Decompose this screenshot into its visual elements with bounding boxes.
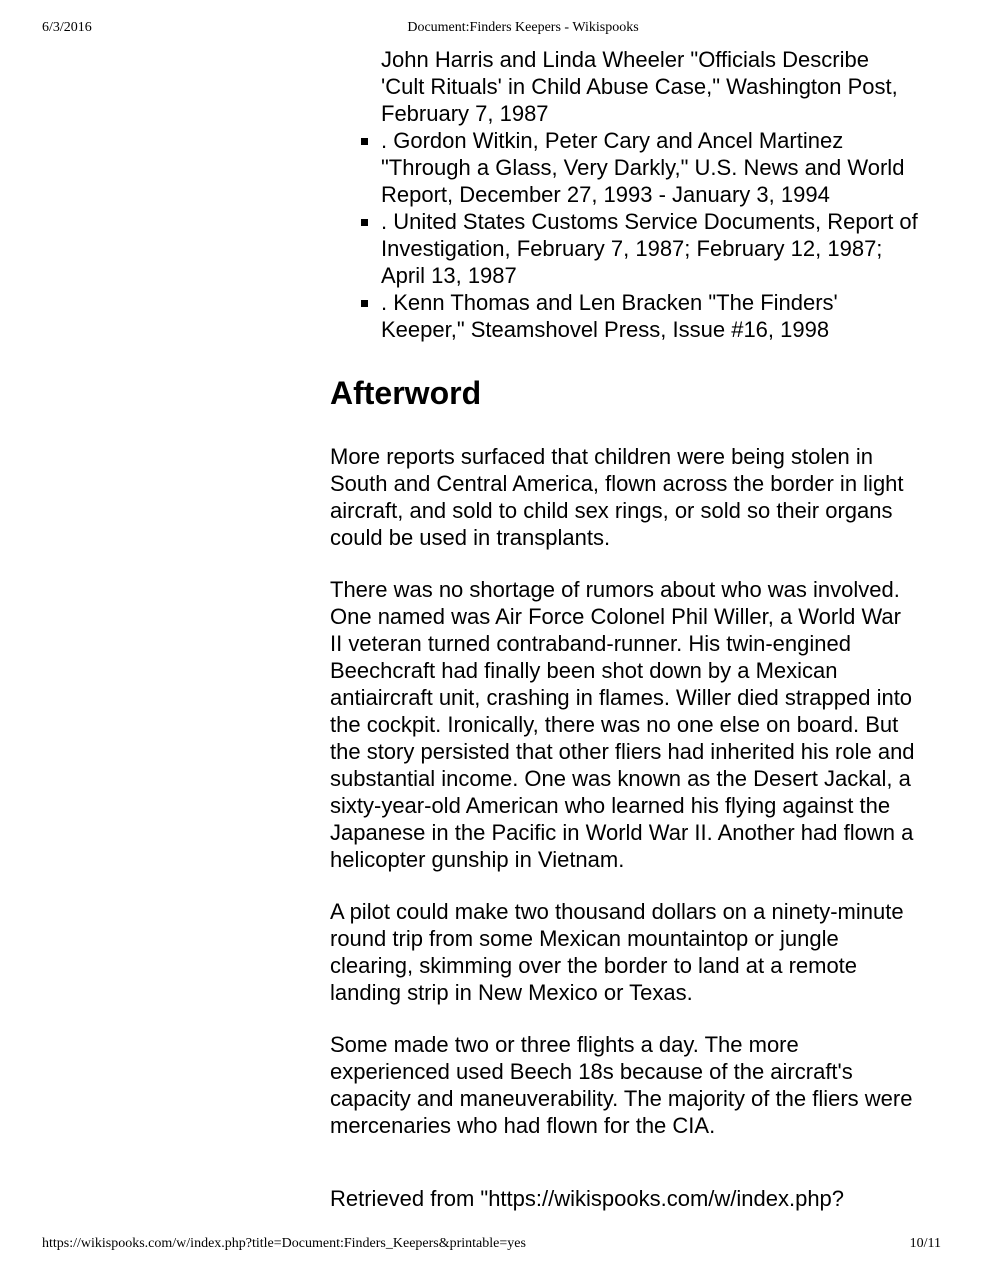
reference-item: ▪ . Gordon Witkin, Peter Cary and Ancel Martinez "Through a Glass, Very Darkly," U.S. News and World Report, December 27, 1993 - January 3, 1994 (381, 127, 918, 208)
print-footer (0, 1236, 989, 1256)
print-date: 6/3/2016 (42, 20, 92, 35)
document-body (330, 46, 918, 1212)
afterword-paragraph: A pilot could make two thousand dollars on a ninety-minute round trip from some Mexican mountaintop or jungle clearing, skimming over the border to land at a remote landing strip in New Mexico or Texas. (330, 899, 904, 1005)
section-heading-afterword: Afterword (330, 375, 482, 411)
afterword-paragraph: More reports surfaced that children were being stolen in South and Central America, flown across the border in light aircraft, and sold to child sex rings, or sold so their organs could be used in transplants. (330, 444, 904, 550)
footer-page-number: 10/11 (909, 1236, 941, 1251)
document-title: Document:Finders Keepers - Wikispooks (407, 20, 639, 35)
reference-item-continuation: John Harris and Linda Wheeler "Officials Describe 'Cult Rituals' in Child Abuse Case," Washington Post, February 7, 1987 (381, 47, 898, 126)
afterword-paragraph: There was no shortage of rumors about who was involved. One named was Air Force Colonel Phil Willer, a World War II veteran turned contraband-runner. His twin-engined Beechcraft had finally been shot down by a Mexican antiaircraft unit, crashing in flames. Willer died strapped into the cockpit. Ironically, there was no one else on board. But the story persisted that other fliers had inherited his role and substantial income. One was known as the Desert Jackal, a sixty-year-old American who learned his flying against the Japanese in the Pacific in World War II. Another had flown a helicopter gunship in Vietnam. (330, 577, 915, 872)
footer-source-url: https://wikispooks.com/w/index.php?title=Document:Finders_Keepers&printable=yes (42, 1236, 526, 1251)
retrieved-from-line: Retrieved from "https://wikispooks.com/w/index.php? (330, 1186, 845, 1211)
reference-item: ▪ . United States Customs Service Documents, Report of Investigation, February 7, 1987; February 12, 1987; April 13, 1987 (381, 208, 918, 289)
afterword-paragraph: Some made two or three flights a day. The more experienced used Beech 18s because of the aircraft's capacity and maneuverability. The majority of the fliers were mercenaries who had flown for the CIA. (330, 1032, 913, 1138)
reference-item: ▪ . Kenn Thomas and Len Bracken "The Finders' Keeper," Steamshovel Press, Issue #16, 1998 (381, 289, 918, 343)
reference-list (330, 46, 918, 343)
print-header (0, 20, 989, 40)
